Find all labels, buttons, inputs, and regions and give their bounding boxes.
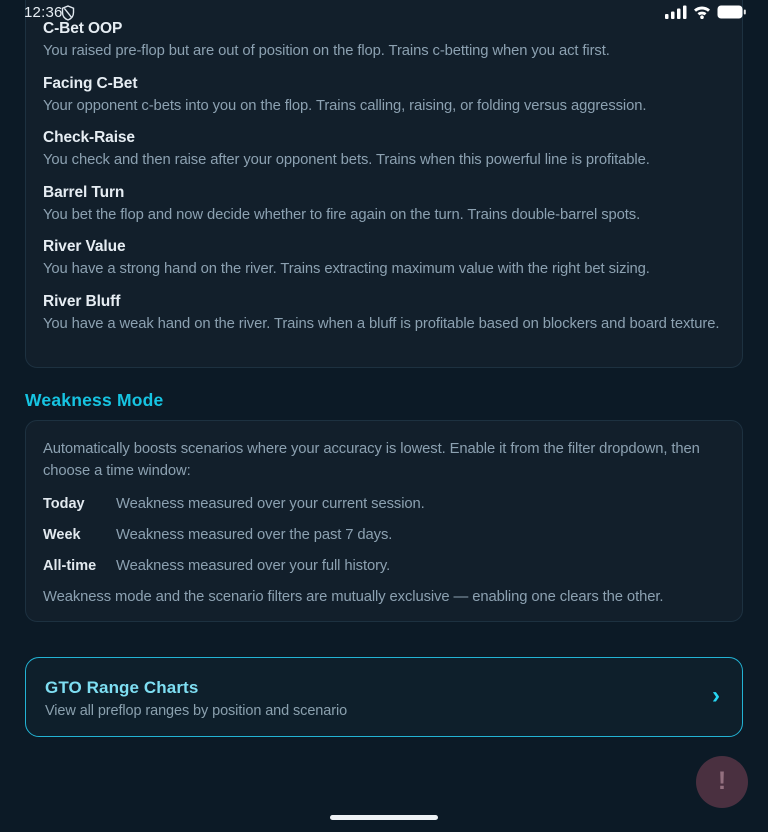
scenario-description: Your opponent c-bets into you on the flop. Trains calling, raising, or folding versus aggression.	[43, 97, 647, 114]
weakness-intro-text: Automatically boosts scenarios where your accuracy is lowest. Enable it from the filter dropdown, then choose a time window:	[43, 441, 700, 479]
weakness-row-today	[43, 494, 726, 516]
scenario-item-river-value	[43, 237, 726, 281]
scenario-description: You check and then raise after your opponent bets. Trains when this powerful line is profitable.	[43, 152, 650, 168]
scenario-item-check-raise	[43, 128, 726, 172]
gto-card-subtitle: View all preflop ranges by position and scenario	[45, 703, 348, 719]
time-window-label: Today	[43, 496, 85, 512]
weakness-time-windows	[43, 494, 726, 578]
scenario-title: River Value	[43, 238, 126, 255]
scenario-item-river-bluff	[43, 292, 726, 336]
scenario-title: C-Bet OOP	[43, 20, 123, 37]
exclamation-icon: !	[717, 766, 727, 795]
time-window-label: Week	[43, 527, 81, 543]
chevron-right-icon: ›	[712, 682, 720, 710]
gto-range-charts-card[interactable]	[25, 657, 743, 737]
scenario-title: Check-Raise	[43, 129, 135, 146]
status-bar	[0, 0, 768, 26]
signal-icon	[665, 5, 687, 19]
status-time: 12:36	[24, 4, 63, 21]
scenario-title: Facing C-Bet	[43, 74, 138, 92]
time-window-description: Weakness measured over the past 7 days.	[116, 527, 393, 543]
weakness-row-all-time	[43, 556, 726, 578]
scenario-title: River Bluff	[43, 292, 121, 310]
home-indicator[interactable]	[330, 815, 438, 820]
battery-icon	[717, 5, 746, 19]
scenario-item-barrel-turn	[43, 183, 726, 227]
scenario-description: You have a strong hand on the river. Trains extracting maximum value with the right bet sizing.	[43, 261, 650, 277]
shield-slash-icon	[61, 5, 75, 26]
warning-fab-button[interactable]	[696, 756, 748, 808]
scenario-description: You have a weak hand on the river. Trains when a bluff is profitable based on blockers and board texture.	[43, 315, 720, 332]
scenario-item-facing-cbet	[43, 74, 726, 118]
scenario-description: You raised pre-flop but are out of position on the flop. Trains c-betting when you act first.	[43, 43, 610, 59]
gto-card-title: GTO Range Charts	[45, 678, 199, 697]
wifi-icon	[693, 5, 711, 19]
weakness-mode-card	[25, 420, 743, 622]
scenario-description: You bet the flop and now decide whether to fire again on the turn. Trains double-barrel spots.	[43, 206, 641, 223]
time-window-description: Weakness measured over your full history.	[116, 558, 391, 574]
time-window-label: All-time	[43, 558, 97, 574]
weakness-exclusivity-note: Weakness mode and the scenario filters are mutually exclusive — enabling one clears the other.	[43, 589, 664, 605]
scenario-descriptions-card	[25, 0, 743, 368]
time-window-description: Weakness measured over your current session.	[116, 496, 425, 512]
scenario-title: Barrel Turn	[43, 183, 125, 201]
weakness-mode-heading: Weakness Mode	[25, 390, 164, 410]
weakness-row-week	[43, 525, 726, 547]
status-icons	[665, 5, 746, 19]
